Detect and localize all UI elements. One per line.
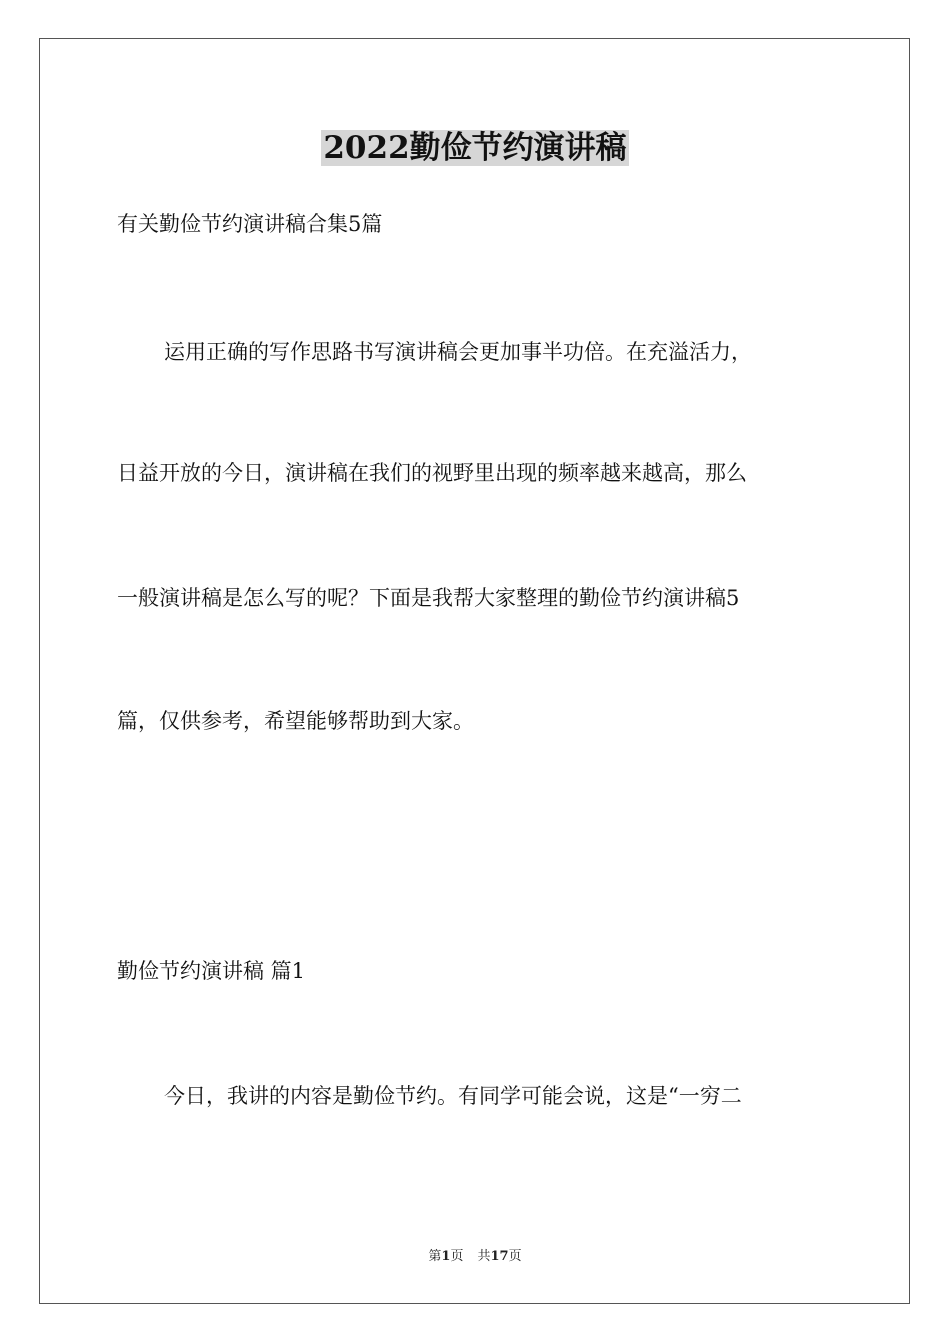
intro-line-1: 运用正确的写作思路书写演讲稿会更加事半功倍。在充溢活力， <box>164 340 752 364</box>
footer-page-suffix: 页 <box>450 1249 464 1264</box>
footer-page-number: 1 <box>441 1249 451 1264</box>
intro-line-4: 篇，仅供参考，希望能够帮助到大家。 <box>117 709 474 733</box>
footer-total-pages: 17 <box>490 1249 509 1264</box>
intro-line-2: 日益开放的今日，演讲稿在我们的视野里出现的频率越来越高，那么 <box>117 461 747 485</box>
footer-page-prefix: 第 <box>428 1249 442 1264</box>
footer-total-suffix: 页 <box>508 1249 522 1264</box>
page-footer <box>0 1248 950 1266</box>
footer-total-prefix: 共 <box>477 1249 491 1264</box>
document-title-text: 2022勤俭节约演讲稿 <box>323 130 627 166</box>
intro-line-3: 一般演讲稿是怎么写的呢？下面是我帮大家整理的勤俭节约演讲稿5 <box>117 586 740 610</box>
document-subtitle: 有关勤俭节约演讲稿合集5篇 <box>117 212 383 236</box>
section-heading: 勤俭节约演讲稿 篇1 <box>117 959 306 983</box>
section-line-1: 今日，我讲的内容是勤俭节约。有同学可能会说，这是“一穷二 <box>164 1084 742 1108</box>
document-title <box>0 128 950 168</box>
